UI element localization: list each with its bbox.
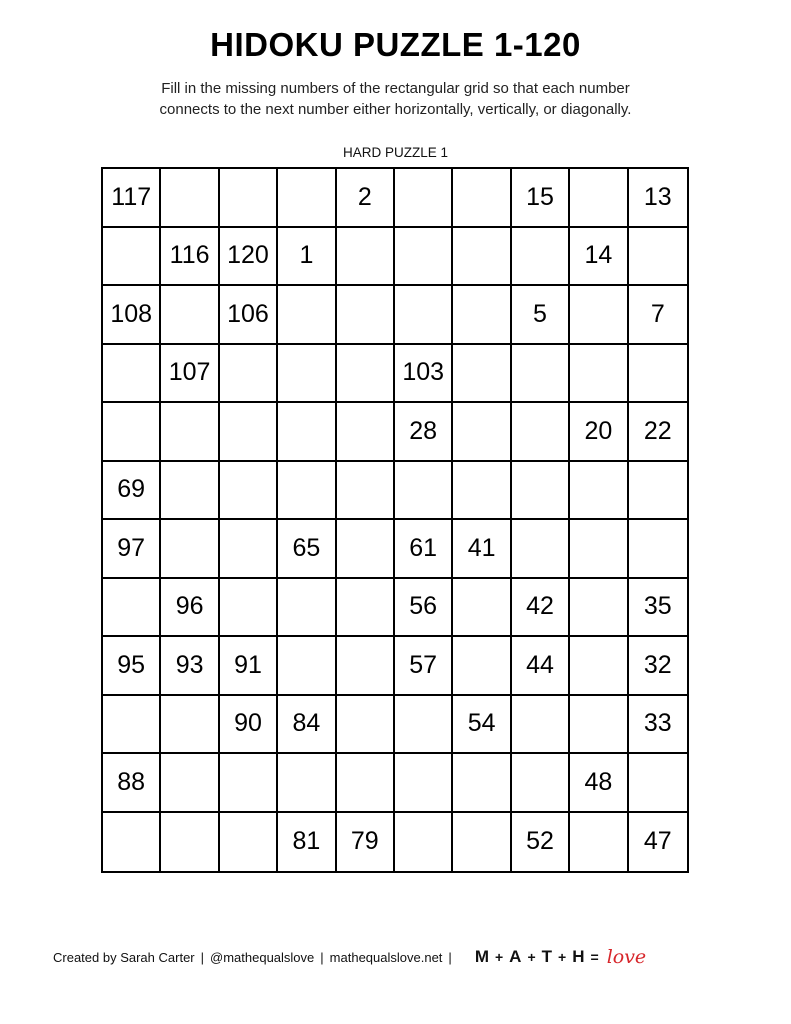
grid-cell bbox=[220, 813, 278, 872]
grid-cell bbox=[103, 813, 161, 872]
grid-cell bbox=[278, 169, 336, 228]
grid-cell bbox=[337, 228, 395, 287]
grid-cell bbox=[103, 579, 161, 638]
grid-cell: 116 bbox=[161, 228, 219, 287]
grid-cell: 120 bbox=[220, 228, 278, 287]
puzzle-label: HARD PUZZLE 1 bbox=[342, 145, 449, 160]
grid-cell: 5 bbox=[512, 286, 570, 345]
grid-cell bbox=[161, 754, 219, 813]
grid-cell bbox=[570, 286, 628, 345]
grid-cell: 97 bbox=[103, 520, 161, 579]
grid-cell bbox=[337, 696, 395, 755]
grid-cell bbox=[161, 403, 219, 462]
page-title: HIDOKU PUZZLE 1-120 bbox=[210, 26, 581, 63]
grid-cell bbox=[512, 345, 570, 404]
grid-cell bbox=[278, 462, 336, 521]
grid-cell bbox=[161, 813, 219, 872]
grid-cell: 7 bbox=[629, 286, 687, 345]
grid-cell bbox=[570, 637, 628, 696]
grid-cell: 48 bbox=[570, 754, 628, 813]
grid-cell bbox=[570, 579, 628, 638]
grid-cell bbox=[512, 403, 570, 462]
footer-credit: Created by Sarah Carter bbox=[53, 949, 195, 965]
grid-cell: 90 bbox=[220, 696, 278, 755]
grid-cell bbox=[337, 403, 395, 462]
grid-cell bbox=[629, 228, 687, 287]
grid-cell bbox=[220, 169, 278, 228]
footer-separator: | bbox=[200, 949, 205, 965]
grid-cell: 35 bbox=[629, 579, 687, 638]
footer-separator: | bbox=[320, 949, 324, 965]
grid-cell: 56 bbox=[395, 579, 453, 638]
grid-cell bbox=[512, 696, 570, 755]
grid-cell bbox=[337, 520, 395, 579]
logo-plus: + bbox=[558, 949, 567, 965]
grid-cell: 108 bbox=[103, 286, 161, 345]
grid-cell bbox=[629, 345, 687, 404]
grid-cell bbox=[453, 754, 511, 813]
grid-cell bbox=[220, 345, 278, 404]
grid-cell: 28 bbox=[395, 403, 453, 462]
grid-cell bbox=[220, 579, 278, 638]
footer-website: mathequalslove.net bbox=[329, 949, 443, 965]
grid-cell bbox=[161, 520, 219, 579]
grid-cell: 13 bbox=[629, 169, 687, 228]
grid-cell: 33 bbox=[629, 696, 687, 755]
logo-letter: M bbox=[474, 947, 489, 966]
grid-cell bbox=[395, 696, 453, 755]
logo-love-script: love bbox=[606, 946, 647, 968]
grid-cell bbox=[337, 345, 395, 404]
grid-cell bbox=[395, 754, 453, 813]
grid-cell: 117 bbox=[103, 169, 161, 228]
grid-cell bbox=[278, 403, 336, 462]
grid-cell: 22 bbox=[629, 403, 687, 462]
instructions bbox=[0, 78, 791, 120]
grid-cell bbox=[512, 754, 570, 813]
grid-cell bbox=[453, 286, 511, 345]
grid-cell: 103 bbox=[395, 345, 453, 404]
instructions-line-1: Fill in the missing numbers of the rectangular grid so that each number bbox=[161, 80, 630, 97]
grid-cell bbox=[512, 462, 570, 521]
grid-cell: 41 bbox=[453, 520, 511, 579]
grid-cell: 107 bbox=[161, 345, 219, 404]
footer-separator: | bbox=[448, 949, 452, 965]
grid-cell: 1 bbox=[278, 228, 336, 287]
grid-cell bbox=[161, 696, 219, 755]
grid-cell: 52 bbox=[512, 813, 570, 872]
grid-cell bbox=[629, 462, 687, 521]
grid-cell bbox=[103, 345, 161, 404]
logo-plus: + bbox=[494, 949, 504, 965]
grid-cell bbox=[278, 637, 336, 696]
grid-cell bbox=[453, 579, 511, 638]
logo-equals: = bbox=[590, 949, 599, 965]
grid-cell bbox=[103, 228, 161, 287]
grid-cell: 42 bbox=[512, 579, 570, 638]
grid-cell: 81 bbox=[278, 813, 336, 872]
grid-cell bbox=[161, 286, 219, 345]
grid-cell bbox=[337, 579, 395, 638]
grid-cell bbox=[570, 520, 628, 579]
grid-cell bbox=[512, 520, 570, 579]
grid-cell bbox=[512, 228, 570, 287]
grid-cell: 79 bbox=[337, 813, 395, 872]
grid-cell: 65 bbox=[278, 520, 336, 579]
grid-cell: 14 bbox=[570, 228, 628, 287]
grid-cell bbox=[395, 228, 453, 287]
grid-cell: 84 bbox=[278, 696, 336, 755]
grid-cell: 91 bbox=[220, 637, 278, 696]
grid-cell: 54 bbox=[453, 696, 511, 755]
grid-cell bbox=[220, 520, 278, 579]
footer-handle: @mathequalslove bbox=[210, 949, 315, 965]
grid-cell bbox=[395, 813, 453, 872]
grid-cell: 44 bbox=[512, 637, 570, 696]
logo-plus: + bbox=[527, 949, 536, 965]
grid-cell bbox=[395, 286, 453, 345]
grid-cell bbox=[220, 754, 278, 813]
hidoku-grid bbox=[101, 167, 689, 873]
grid-cell bbox=[629, 754, 687, 813]
math-equals-love-logo bbox=[472, 946, 646, 968]
logo-letter: T bbox=[541, 947, 553, 966]
grid-cell: 20 bbox=[570, 403, 628, 462]
grid-cell bbox=[278, 345, 336, 404]
grid-cell bbox=[395, 462, 453, 521]
grid-cell bbox=[278, 754, 336, 813]
grid-cell bbox=[570, 813, 628, 872]
grid-cell bbox=[570, 462, 628, 521]
grid-cell bbox=[453, 813, 511, 872]
grid-cell bbox=[453, 637, 511, 696]
grid-cell bbox=[453, 403, 511, 462]
grid-cell bbox=[220, 462, 278, 521]
grid-cell: 106 bbox=[220, 286, 278, 345]
grid-cell bbox=[337, 462, 395, 521]
grid-cell bbox=[278, 286, 336, 345]
grid-cell bbox=[453, 462, 511, 521]
grid-cell bbox=[570, 169, 628, 228]
grid-cell bbox=[337, 637, 395, 696]
grid-cell bbox=[453, 228, 511, 287]
instructions-line-2: connects to the next number either horizontally, vertically, or diagonally. bbox=[159, 101, 632, 118]
grid-cell bbox=[570, 345, 628, 404]
grid-cell: 88 bbox=[103, 754, 161, 813]
grid-cell bbox=[453, 345, 511, 404]
grid-cell bbox=[103, 696, 161, 755]
grid-cell: 96 bbox=[161, 579, 219, 638]
logo-letter: A bbox=[509, 947, 522, 966]
grid-cell: 15 bbox=[512, 169, 570, 228]
grid-cell bbox=[395, 169, 453, 228]
grid-cell: 32 bbox=[629, 637, 687, 696]
grid-cell bbox=[453, 169, 511, 228]
grid-cell bbox=[161, 462, 219, 521]
grid-cell bbox=[337, 754, 395, 813]
grid-cell bbox=[278, 579, 336, 638]
grid-cell: 95 bbox=[103, 637, 161, 696]
grid-cell: 69 bbox=[103, 462, 161, 521]
logo-letter: H bbox=[572, 947, 585, 966]
grid-cell: 57 bbox=[395, 637, 453, 696]
grid-cell bbox=[629, 520, 687, 579]
grid-cell: 61 bbox=[395, 520, 453, 579]
grid-cell: 93 bbox=[161, 637, 219, 696]
grid-cell bbox=[337, 286, 395, 345]
footer bbox=[53, 944, 646, 970]
grid-cell: 47 bbox=[643, 827, 672, 856]
grid-cell: 2 bbox=[337, 169, 395, 228]
grid-cell bbox=[161, 169, 219, 228]
grid-cell bbox=[103, 403, 161, 462]
grid-cell bbox=[570, 696, 628, 755]
grid-cell bbox=[220, 403, 278, 462]
